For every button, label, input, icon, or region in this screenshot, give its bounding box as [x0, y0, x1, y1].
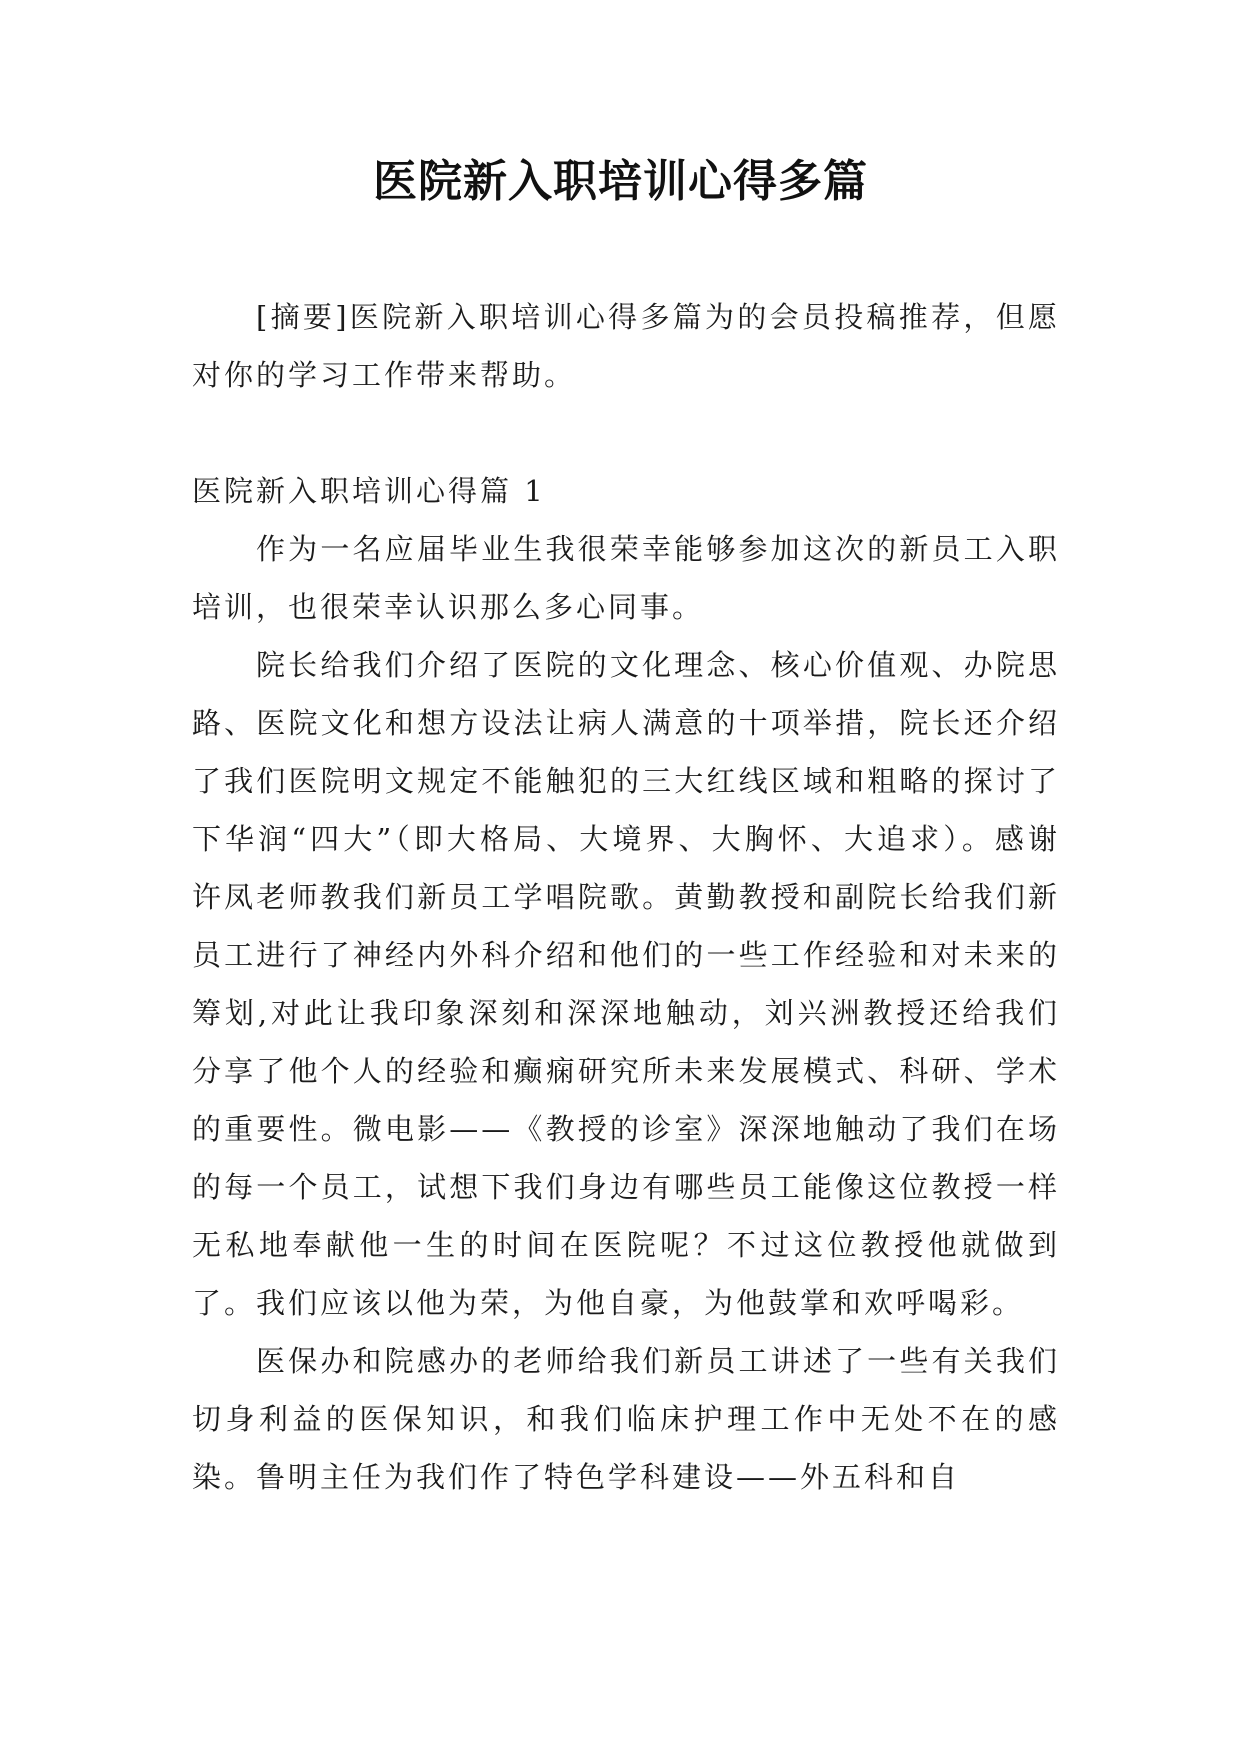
body-paragraph-2: 院长给我们介绍了医院的文化理念、核心价值观、办院思路、医院文化和想方设法让病人满意的十项举措，院长还介绍了我们医院明文规定不能触犯的三大红线区域和粗略的探讨了下华润“四大”（即大格局、大境界、大胸怀、大追求）。感谢许凤老师教我们新员工学唱院歌。黄勤教授和副院长给我们新员工进行了神经内外科介绍和他们的一些工作经验和对未来的筹划,对此让我印象深刻和深深地触动，刘兴洲教授还给我们分享了他个人的经验和癫痫研究所未来发展模式、科研、学术的重要性。微电影——《教授的诊室》深深地触动了我们在场的每一个员工，试想下我们身边有哪些员工能像这位教授一样无私地奉献他一生的时间在医院呢？不过这位教授他就做到了。我们应该以他为荣，为他自豪，为他鼓掌和欢呼喝彩。 — [192, 648, 1060, 1320]
section-heading: 医院新入职培训心得篇 1 — [192, 474, 546, 508]
body-paragraph-3: 医保办和院感办的老师给我们新员工讲述了一些有关我们切身利益的医保知识，和我们临床护理工作中无处不在的感染。鲁明主任为我们作了特色学科建设——外五科和自 — [192, 1344, 1060, 1494]
document-title: 医院新入职培训心得多篇 — [373, 156, 868, 207]
abstract-text: [摘要]医院新入职培训心得多篇为的会员投稿推荐，但愿对你的学习工作带来帮助。 — [192, 300, 1060, 392]
body-paragraph-1: 作为一名应届毕业生我很荣幸能够参加这次的新员工入职培训，也很荣幸认识那么多心同事。 — [192, 532, 1060, 624]
abstract-block — [192, 288, 1060, 404]
article-body — [192, 462, 1060, 1506]
